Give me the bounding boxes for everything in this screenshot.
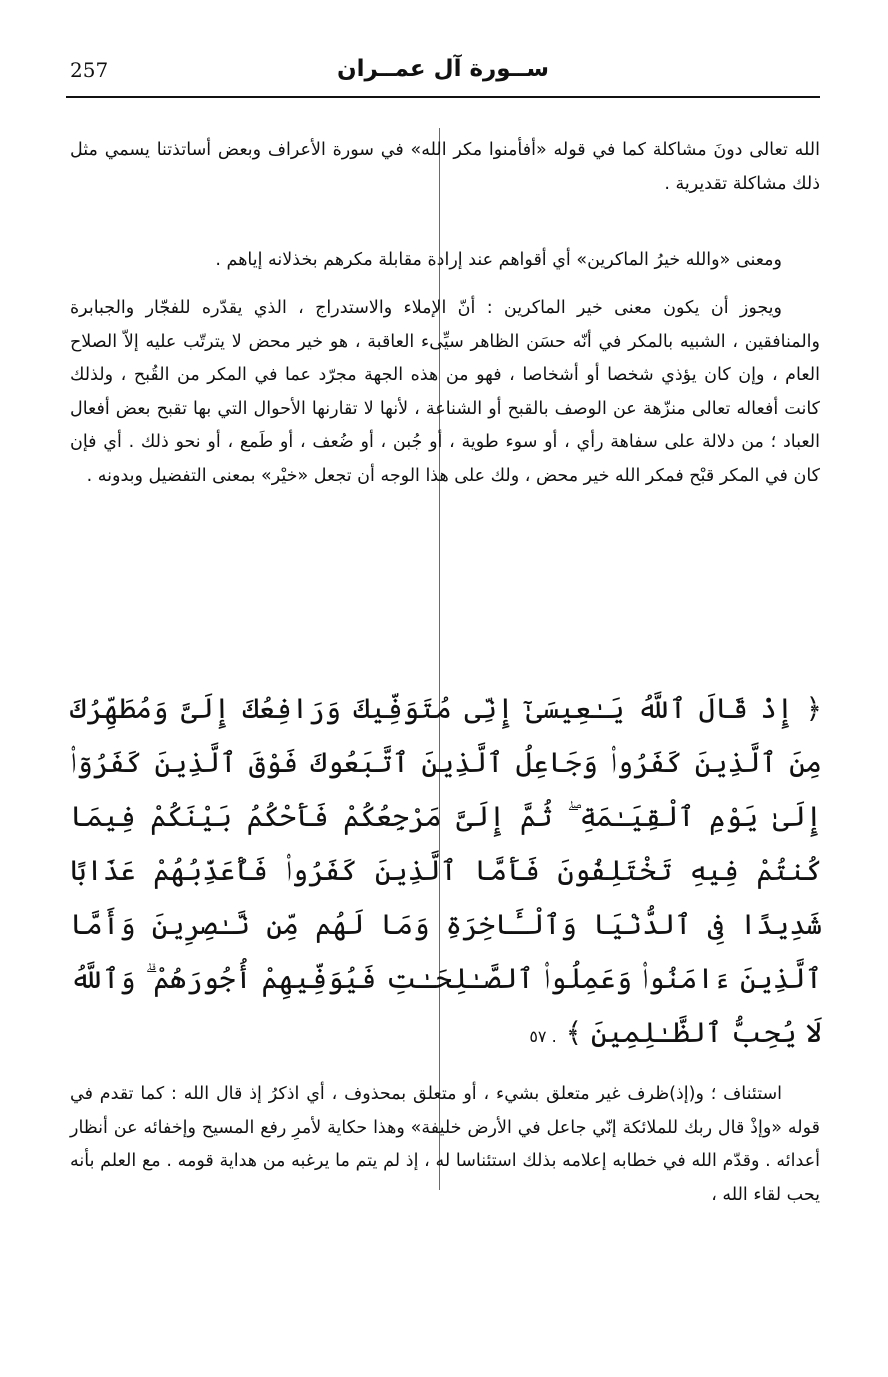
commentary-paragraph-2 xyxy=(70,244,820,278)
verse-open-ornament: ﴿ xyxy=(805,692,823,725)
paragraph-text: الله تعالى دونَ مشاكلة كما في قوله «أفأمنوا مكر الله» في سورة الأعراف وبعض أساتذتنا يسمي مثل ذلك مشاكلة تقديرية . xyxy=(70,140,820,194)
verse-close-ornament: ﴾ xyxy=(565,1016,582,1049)
verse-text: إِذْ قَالَ ٱللَّهُ يَـٰعِيسَىٰٓ إِنِّى مُتَوَفِّيكَ وَرَافِعُكَ إِلَىَّ وَمُطَهِّرُكَ مِنَ ٱلَّذِينَ كَفَرُوا۟ وَجَاعِلُ ٱلَّذِينَ ٱتَّبَعُوكَ فَوْقَ ٱلَّذِينَ كَفَرُوٓا۟ إِلَىٰ يَوْمِ ٱلْقِيَـٰمَةِ ۖ ثُمَّ إِلَىَّ مَرْجِعُكُمْ فَأَحْكُمُ بَيْنَكُمْ فِيمَا كُنتُمْ فِيهِ تَخْتَلِفُونَ فَأَمَّا ٱلَّذِينَ كَفَرُوا۟ فَأُعَذِّبُهُمْ عَذَابًا شَدِيدًا فِى ٱلدُّنْيَا وَٱلْـَٔاخِرَةِ وَمَا لَهُم مِّن نَّـٰصِرِينَ وَأَمَّا ٱلَّذِينَ ءَامَنُوا۟ وَعَمِلُوا۟ ٱلصَّـٰلِحَـٰتِ فَيُوَفِّيهِمْ أُجُورَهُمْ ۗ وَٱللَّهُ لَا يُحِبُّ ٱلظَّـٰلِمِينَ xyxy=(70,692,822,1049)
paragraph-text: ومعنى «والله خيرُ الماكرين» أي أقواهم عند إرادة مقابلة مكرهم بخذلانه إياهم . xyxy=(215,250,782,270)
paragraph-text: ويجوز أن يكون معنى خير الماكرين : أنّ الإملاء والاستدراج ، الذي يقدّره للفجّار والجبابرة والمنافقين ، الشبيه بالمكر في أنّه حسَن الظاهر سيِّىء العاقبة ، هو خير محض لا يترتّب عليه إلاّ الصلاح العام ، وإن كان يؤذي شخصا أو أشخاصا ، فهو من هذه الجهة مجرّد عما في المكر من القُبح ، ولذلك كانت أفعاله تعالى منزّهة عن الوصف بالقبح أو الشناعة ، لأنها لا تقارنها الأحوال التي بها تقبح بعض أفعال العباد ؛ من دلالة على سفاهة رأي ، أو سوء طوية ، أو جُبن ، أو ضُعف ، أو طَمع ، أو نحو ذلك . أي فإن كان في المكر قبْح فمكر الله خير محض ، ولك على هذا الوجه أن تجعل «خيْر» بمعنى التفضيل وبدونه . xyxy=(70,298,820,486)
surah-title: ســورة آل عمــران xyxy=(336,56,550,82)
commentary-paragraph-3 xyxy=(70,292,820,493)
quran-verse-block xyxy=(70,682,822,1064)
verse-line xyxy=(70,682,822,1064)
commentary-paragraph-4 xyxy=(70,1078,820,1212)
page-header xyxy=(66,56,820,92)
commentary-paragraph-1 xyxy=(70,134,820,201)
paragraph-text: استئناف ؛ و(إذ)ظرف غير متعلق بشيء ، أو متعلق بمحذوف ، أي اذكرُ إذ قال الله : كما تقدم في قوله «وإذْ قال ربك للملائكة إنّي جاعل في الأرض خليفة» وهذا حكاية لأمرِ رفع المسيح وإخفائه عن أنظار أعدائه . وقدّم الله في خطابه إعلامه بذلك استئناسا له ، إذ لم يتم ما يرغبه من هداية قومه . مع العلم بأنه يحب لقاء الله ، xyxy=(70,1084,820,1205)
page-number: 257 xyxy=(70,58,109,82)
verse-number: . ٥٧ xyxy=(529,1027,557,1046)
header-rule xyxy=(66,96,820,98)
